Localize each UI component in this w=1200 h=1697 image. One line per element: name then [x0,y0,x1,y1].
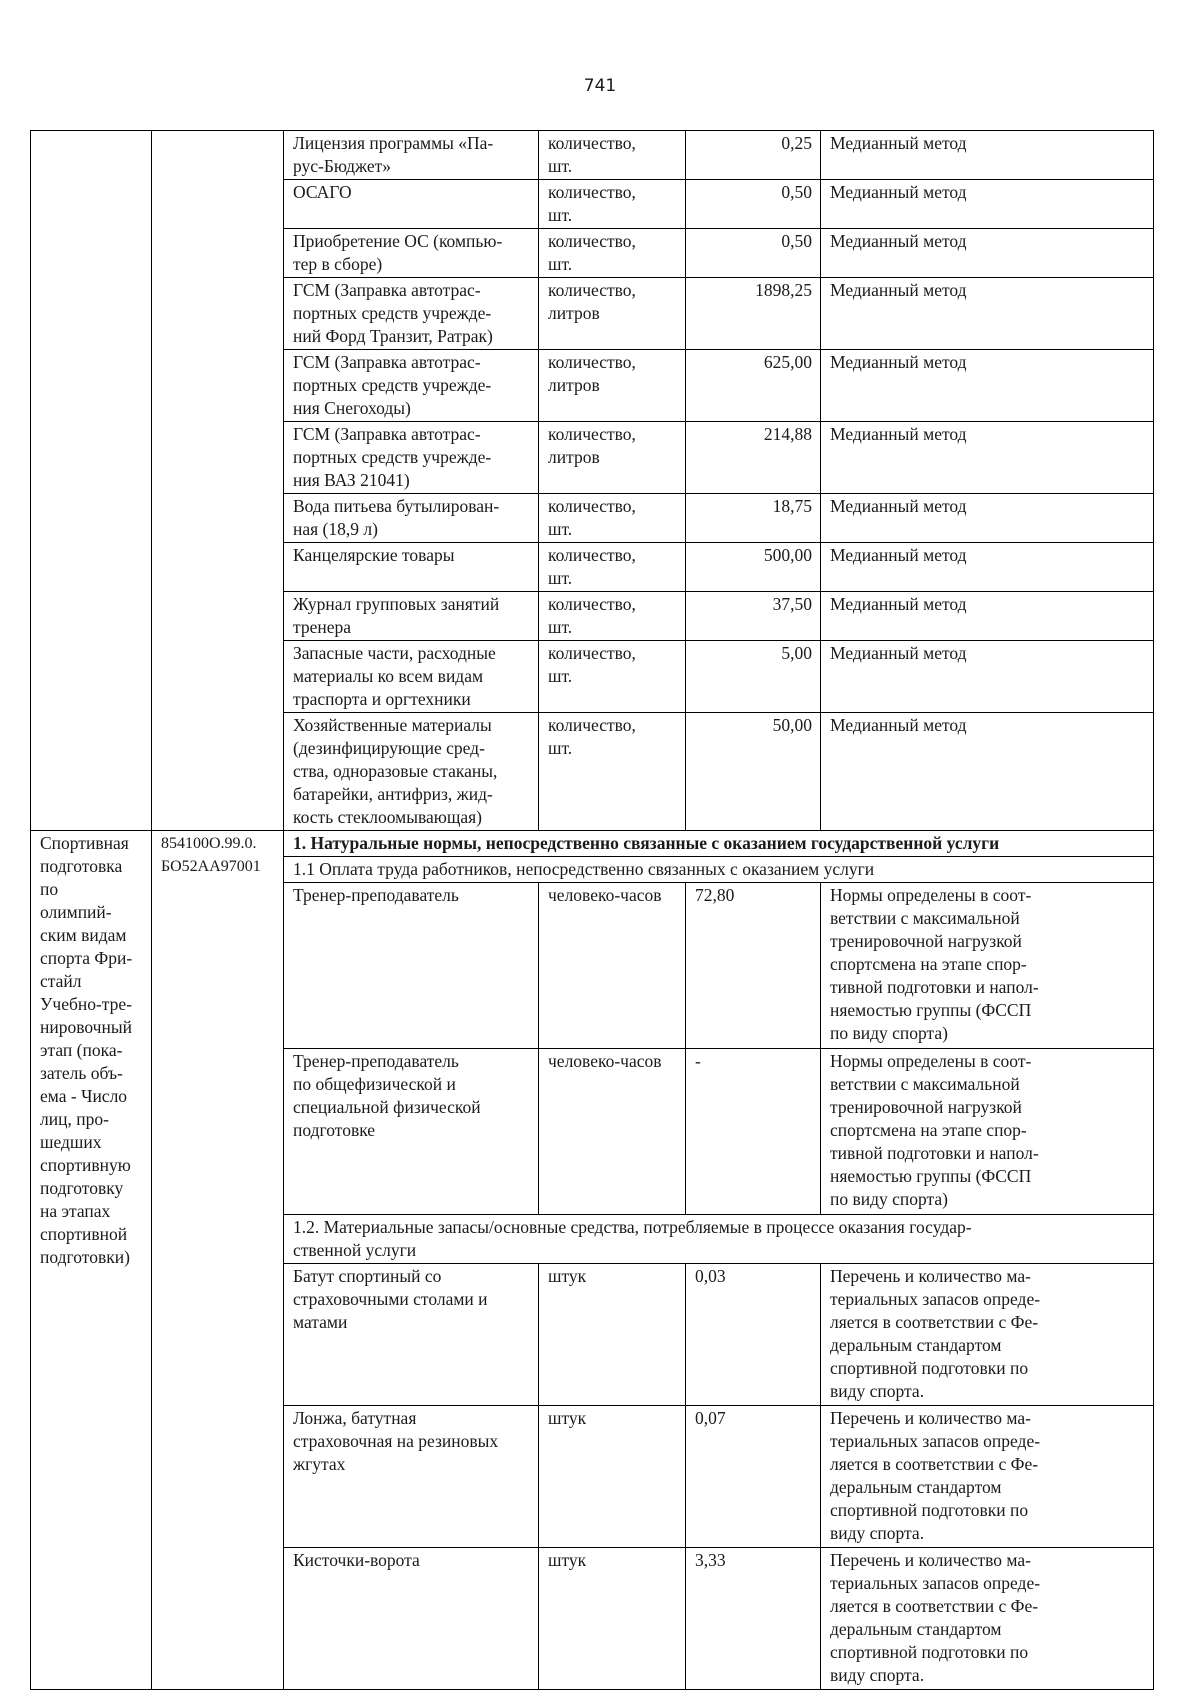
item-value: 0,50 [686,229,821,278]
item-unit: количество, шт. [539,131,686,180]
item-value: 5,00 [686,641,821,713]
item-value: 500,00 [686,543,821,592]
item-method: Медианный метод [821,350,1154,422]
item-name: Кисточки-ворота [284,1548,539,1690]
item-name: Вода питьева бутылирован- ная (18,9 л) [284,494,539,543]
item-method: Медианный метод [821,131,1154,180]
item-value: 0,50 [686,180,821,229]
item-note: Нормы определены в соот- ветствии с максимальной тренировочной нагрузкой спортсмена на этапе спор- тивной подготовки и напол- няемостью группы (ФССП по виду спорта) [821,883,1154,1049]
item-method: Медианный метод [821,278,1154,350]
item-name: Канцелярские товары [284,543,539,592]
service-name: Спортивная подготовка по олимпий- ским видам спорта Фри- стайл Учебно-тре- нировочный этап (пока- затель объ- ема - Число лиц, про- шедших спортивную подготовку на этапах спортивной подготовки) [31,831,152,1690]
item-note: Перечень и количество ма- териальных запасов опреде- ляется в соответствии с Фе- деральным стандартом спортивной подготовки по виду спорта. [821,1548,1154,1690]
item-method: Медианный метод [821,713,1154,831]
item-name: Приобретение ОС (компью- тер в сборе) [284,229,539,278]
item-unit: количество, шт. [539,229,686,278]
item-value: 37,50 [686,592,821,641]
item-unit: количество, шт. [539,494,686,543]
item-note: Перечень и количество ма- териальных запасов опреде- ляется в соответствии с Фе- деральным стандартом спортивной подготовки по виду спорта. [821,1264,1154,1406]
item-name: Батут спортиный со страховочными столами и матами [284,1264,539,1406]
item-name: Тренер-преподаватель [284,883,539,1049]
item-unit: количество, шт. [539,641,686,713]
item-unit: штук [539,1264,686,1406]
item-name: Тренер-преподаватель по общефизической и специальной физической подготовке [284,1049,539,1215]
item-note: Перечень и количество ма- териальных запасов опреде- ляется в соответствии с Фе- деральным стандартом спортивной подготовки по виду спорта. [821,1406,1154,1548]
item-value: 0,03 [686,1264,821,1406]
item-method: Медианный метод [821,494,1154,543]
empty-service-cell [31,131,152,831]
item-name: Лонжа, батутная страховочная на резиновых жгутах [284,1406,539,1548]
item-method: Медианный метод [821,422,1154,494]
item-unit: количество, шт. [539,592,686,641]
norms-table [30,130,1154,1690]
item-value: 0,25 [686,131,821,180]
item-unit: количество, литров [539,278,686,350]
item-name: Хозяйственные материалы (дезинфицирующие сред- ства, одноразовые стаканы, батарейки, антифриз, жид- кость стеклоомывающая) [284,713,539,831]
item-value: - [686,1049,821,1215]
item-name: Журнал групповых занятий тренера [284,592,539,641]
section-row [31,831,1154,857]
empty-code-cell [152,131,284,831]
item-unit: количество, шт. [539,543,686,592]
item-value: 50,00 [686,713,821,831]
item-value: 72,80 [686,883,821,1049]
item-name: ГСМ (Заправка автотрас- портных средств учрежде- ния ВАЗ 21041) [284,422,539,494]
item-method: Медианный метод [821,543,1154,592]
item-note: Нормы определены в соот- ветствии с максимальной тренировочной нагрузкой спортсмена на этапе спор- тивной подготовки и напол- няемостью группы (ФССП по виду спорта) [821,1049,1154,1215]
item-value: 214,88 [686,422,821,494]
item-unit: количество, шт. [539,180,686,229]
item-method: Медианный метод [821,180,1154,229]
item-value: 0,07 [686,1406,821,1548]
section-1-title: 1. Натуральные нормы, непосредственно связанные с оказанием государственной услуги [284,831,1154,857]
section-1-1-title: 1.1 Оплата труда работников, непосредственно связанных с оказанием услуги [284,857,1154,883]
item-unit: количество, литров [539,422,686,494]
item-unit: штук [539,1548,686,1690]
item-value: 625,00 [686,350,821,422]
item-method: Медианный метод [821,641,1154,713]
item-value: 3,33 [686,1548,821,1690]
item-name: Лицензия программы «Па- рус-Бюджет» [284,131,539,180]
item-method: Медианный метод [821,229,1154,278]
item-unit: количество, шт. [539,713,686,831]
item-value: 18,75 [686,494,821,543]
item-unit: количество, литров [539,350,686,422]
item-name: ГСМ (Заправка автотрас- портных средств учрежде- ния Снегоходы) [284,350,539,422]
table-row [31,131,1154,180]
item-unit: штук [539,1406,686,1548]
page-number: 741 [583,76,617,96]
item-name: ОСАГО [284,180,539,229]
item-unit: человеко-часов [539,1049,686,1215]
item-name: ГСМ (Заправка автотрас- портных средств учрежде- ний Форд Транзит, Ратрак) [284,278,539,350]
section-1-2-title: 1.2. Материальные запасы/основные средства, потребляемые в процессе оказания государ- ственной услуги [284,1215,1154,1264]
item-value: 1898,25 [686,278,821,350]
service-code: 854100О.99.0. БО52АА97001 [152,831,284,1690]
item-method: Медианный метод [821,592,1154,641]
item-unit: человеко-часов [539,883,686,1049]
item-name: Запасные части, расходные материалы ко всем видам траспорта и оргтехники [284,641,539,713]
